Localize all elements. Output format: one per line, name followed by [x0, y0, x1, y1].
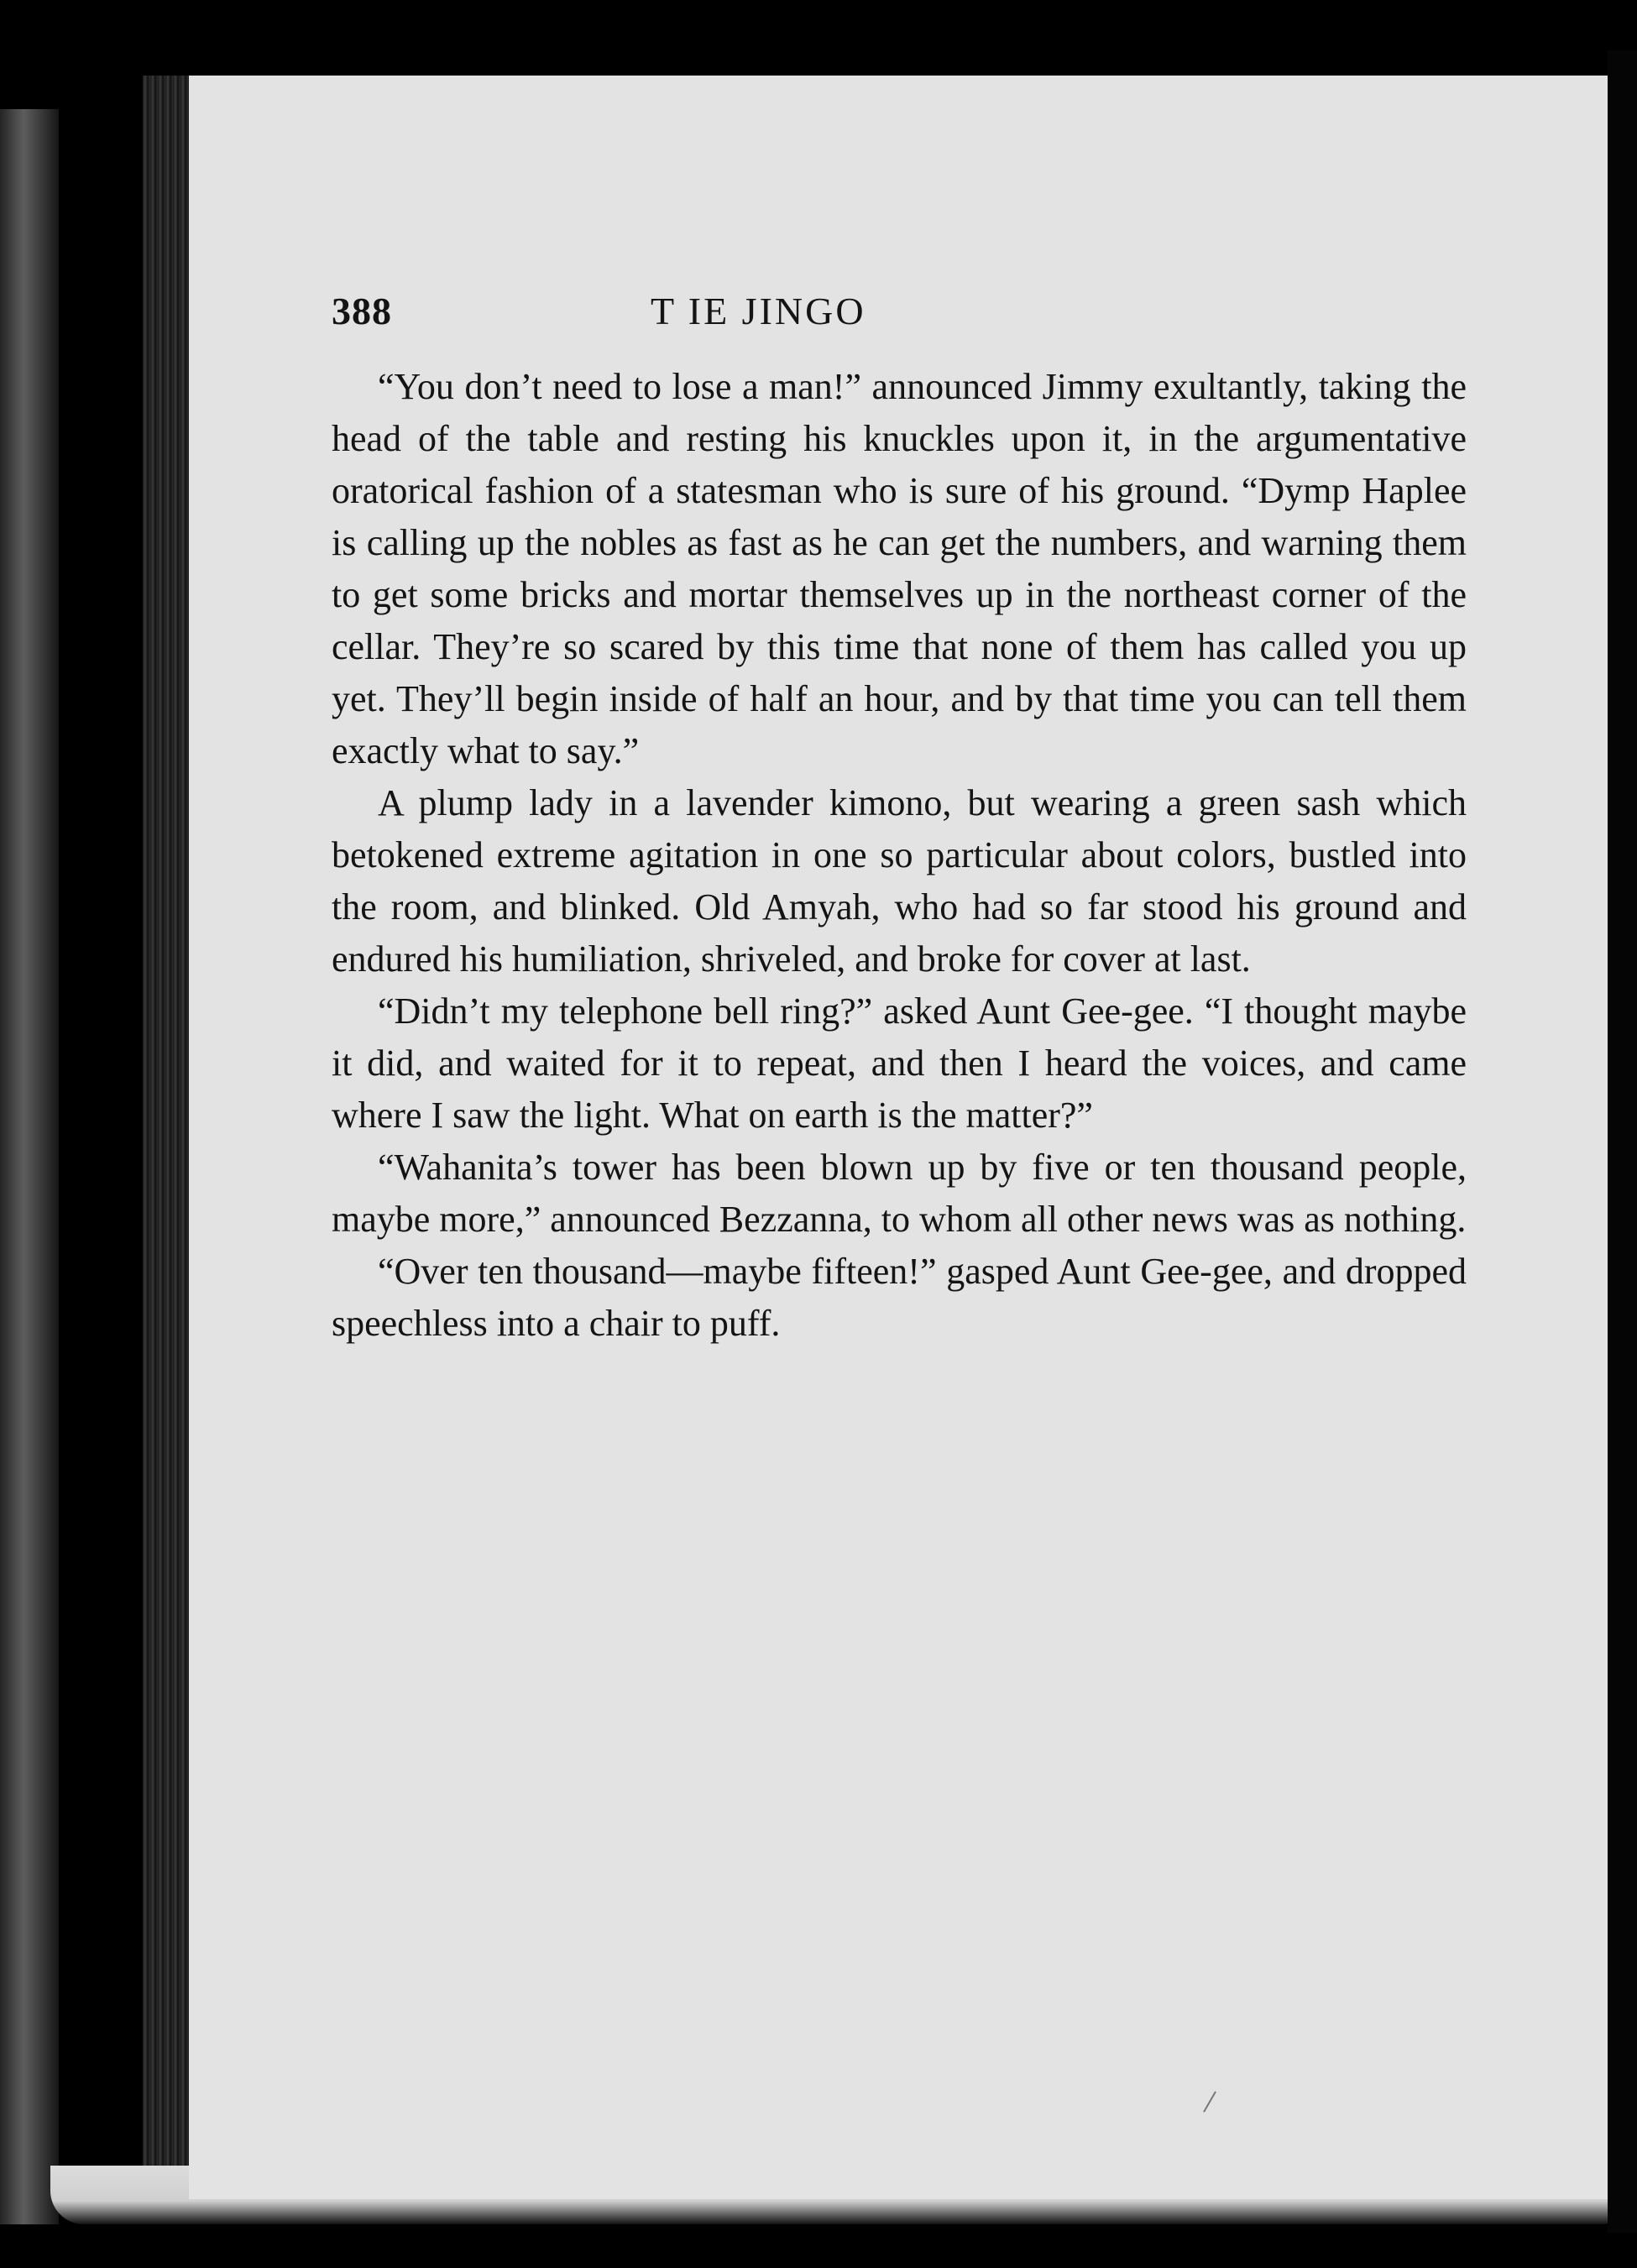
page-number: 388	[332, 290, 392, 332]
paragraph: A plump lady in a lavender kimono, but wearing a green sash which betokened extreme agitation in one so particular about colors, bustled into the room, and blinked. Old Amyah, who had so far stood his ground and endured his humiliation, shriveled, and broke for cover at last.	[332, 782, 1467, 980]
page-header	[332, 285, 1467, 361]
book-binding	[0, 109, 59, 2224]
paragraph: “Over ten thousand—maybe fifteen!” gasped Aunt Gee-gee, and dropped speechless into a chair to puff.	[332, 1251, 1467, 1344]
paragraph: “Didn’t my telephone bell ring?” asked Aunt Gee-gee. “I thought maybe it did, and waited for it to repeat, and then I heard the voices, and came where I saw the light. What on earth is the matter?”	[332, 990, 1467, 1136]
page-edges	[143, 76, 189, 2224]
paragraph: “You don’t need to lose a man!” announced Jimmy exultantly, taking the head of the table and resting his knuckles upon it, in the argumentative oratorical fashion of a statesman who is sure of his ground. “Dymp Haplee is calling up the nobles as fast as he can get the numbers, and warning them to get some bricks and mortar themselves up in the northeast corner of the cellar. They’re so scared by this time that none of them has called you up yet. They’ll begin inside of half an hour, and by that time you can tell them exactly what to say.”	[332, 366, 1467, 771]
page-text	[332, 285, 1467, 1350]
paragraph: “Wahanita’s tower has been blown up by five or ten thousand people, maybe more,” announced Bezzanna, to whom all other news was as nothing.	[332, 1147, 1467, 1240]
right-margin-shadow	[1608, 50, 1637, 2233]
running-title: T IE JINGO	[651, 290, 866, 332]
